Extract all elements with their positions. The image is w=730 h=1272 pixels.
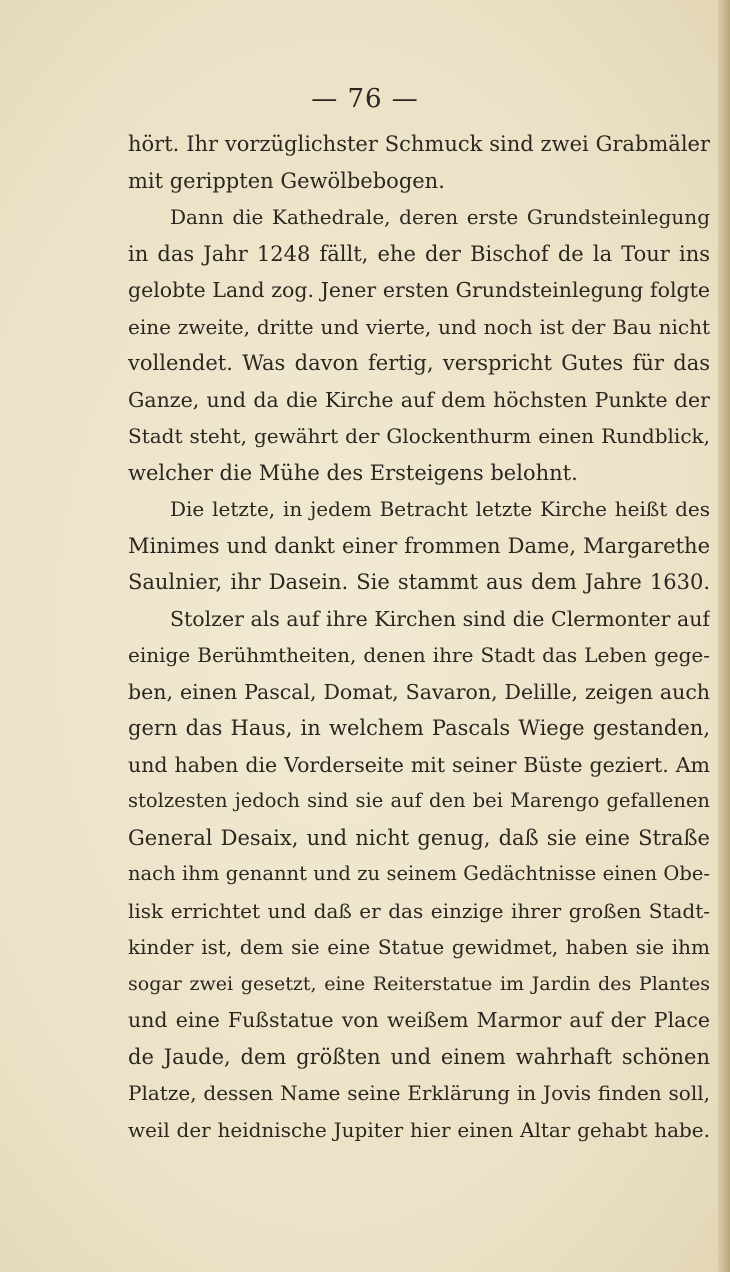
text-line: kinder ist, dem sie eine Statue gewidmet, haben sie ihm	[128, 935, 710, 959]
text-line: hört. Ihr vorzüglichster Schmuck sind zwei Grabmäler	[128, 132, 710, 156]
text-line: Die letzte, in jedem Betracht letzte Kirche heißt des	[170, 497, 710, 521]
text-line: welcher die Mühe des Ersteigens belohnt.	[128, 460, 578, 485]
text-line: und eine Fußstatue von weißem Marmor auf der Place	[128, 1008, 710, 1032]
text-line: mit gerippten Gewölbebogen.	[128, 168, 445, 193]
text-line: Saulnier, ihr Dasein. Sie stammt aus dem Jahre 1630.	[128, 570, 710, 594]
text-line: vollendet. Was davon fertig, verspricht Gutes für das	[128, 351, 710, 375]
text-line: sogar zwei gesetzt, eine Reiterstatue im Jardin des Plantes	[128, 972, 710, 995]
text-line: Ganze, und da die Kirche auf dem höchsten Punkte der	[128, 387, 710, 412]
page-edge	[718, 0, 730, 1272]
text-line: Platze, dessen Name seine Erklärung in Jovis finden soll,	[128, 1081, 710, 1105]
text-line: lisk errichtet und daß er das einzige ihrer großen Stadt-	[128, 898, 710, 923]
text-line: Dann die Kathedrale, deren erste Grundsteinlegung	[170, 205, 710, 229]
text-line: nach ihm genannt und zu seinem Gedächtnisse einen Obe-	[128, 862, 710, 885]
text-line: einige Berühmtheiten, denen ihre Stadt das Leben gege-	[128, 643, 710, 667]
text-line: weil der heidnische Jupiter hier einen Altar gehabt habe.	[128, 1117, 710, 1142]
text-line: gelobte Land zog. Jener ersten Grundsteinlegung folgte	[128, 278, 710, 302]
text-line: ben, einen Pascal, Domat, Savaron, Delille, zeigen auch	[128, 679, 710, 704]
text-line: gern das Haus, in welchem Pascals Wiege gestanden,	[128, 716, 710, 740]
body-text	[128, 126, 710, 1148]
text-line: Stolzer als auf ihre Kirchen sind die Clermonter auf	[170, 606, 710, 631]
text-line: Minimes und dankt einer frommen Dame, Margarethe	[128, 533, 710, 558]
text-line: in das Jahr 1248 fällt, ehe der Bischof de la Tour ins	[128, 241, 710, 266]
text-line: stolzesten jedoch sind sie auf den bei Marengo gefallenen	[128, 789, 710, 812]
text-line: Stadt steht, gewährt der Glockenthurm einen Rundblick,	[128, 424, 710, 448]
text-line: de Jaude, dem größten und einem wahrhaft schönen	[128, 1044, 710, 1069]
text-line: und haben die Vorderseite mit seiner Büste geziert. Am	[128, 752, 710, 777]
page-number: — 76 —	[311, 84, 419, 114]
text-line: General Desaix, und nicht genug, daß sie eine Straße	[128, 825, 710, 850]
text-line: eine zweite, dritte und vierte, und noch ist der Bau nicht	[128, 314, 710, 339]
